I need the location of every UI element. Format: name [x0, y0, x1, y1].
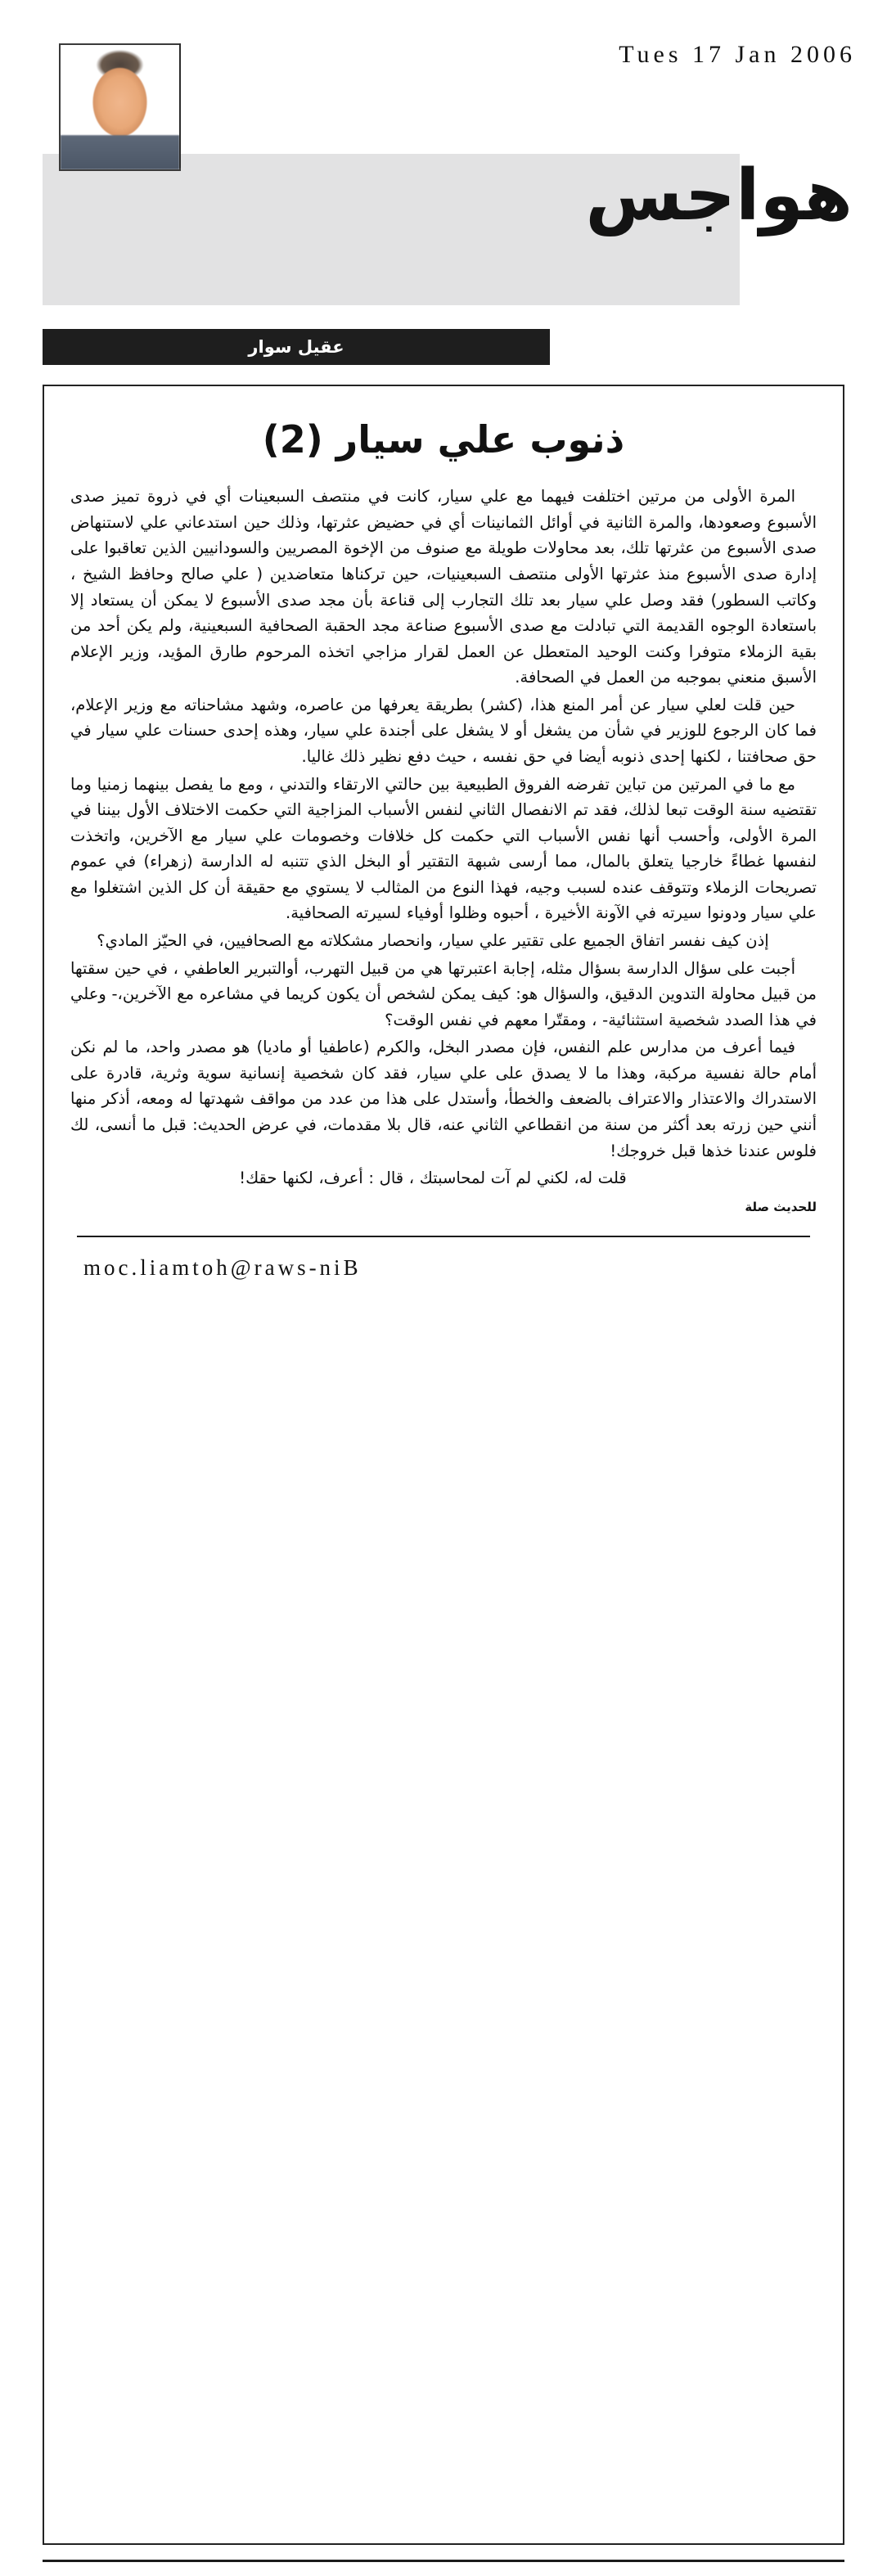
article-paragraph: حين قلت لعلي سيار عن أمر المنع هذا، (كشر) بطريقة يعرفها من عاصره، وشهد مشاحناته مع وزير الإعلام، فما كان الرجوع للوزير في شأن من يشغل أو لا يشغل على أجندة علي سيار، وهذه إحدى حسنات علي سيار في حق صحافتنا ، لكنها إحدى ذنوبه أيضا في حق نفسه ، حيث دفع نظير ذلك غاليا. [70, 695, 817, 766]
byline-bar [43, 329, 550, 365]
article-body [65, 484, 822, 1191]
article-paragraph: أجبت على سؤال الدارسة بسؤال مثله، إجابة اعتبرتها هي من قبيل التهرب، أوالتبرير العاطفي ، في حين سقتها من قبيل محاولة التدوين الدقيق، والسؤال هو: كيف يمكن لشخص أن يكون كريما في مشاعره مع الآخرين،- وعلي في هذا الصدد شخصية استثنائية- ، ومقتّرا معهم في نفس الوقت؟ [70, 958, 817, 1029]
author-name: عقيل سوار [248, 337, 344, 357]
article-paragraph: فيما أعرف من مدارس علم النفس، فإن مصدر البخل، والكرم (عاطفيا أو ماديا) هو مصدر واحد، ما لم نكن أمام حالة نفسية مركبة، وهذا ما لا يصدق على علي سيار، فقد كان شخصية إنسانية سوية وثرية، قادرة على الاستدراك والاعتذار والاعتراف بالضعف والخطأ، وأستدل على هذا من عدد من مواقف شهدتها له ومعه، أذكر منها أنني حين زرته بعد أكثر من سنة من انقطاعي الثاني عنه، قال بلا مقدمات، في عرض الحديث: قبل ما أنسى، لك فلوس عندنا خذها قبل خروجك! [70, 1038, 817, 1160]
continuation-note: للحديث صلة [745, 1199, 817, 1214]
column-title: هواجس [585, 155, 853, 236]
author-email[interactable]: moc.liamtoh@raws-niB [83, 1254, 362, 1280]
author-portrait-photo [59, 43, 181, 171]
photo-divider-rule [179, 43, 181, 168]
masthead [0, 0, 887, 372]
page-footer-rule [43, 2560, 844, 2562]
article-container [43, 385, 844, 2545]
article-paragraph: قلت له، لكني لم آت لمحاسبتك ، قال : أعرف، لكنها حقك! [239, 1169, 627, 1188]
author-portrait-image [61, 45, 179, 169]
article-headline: ذنوب علي سيار (2) [262, 417, 625, 462]
article-paragraph: المرة الأولى من مرتين اختلفت فيهما مع علي سيار، كانت في منتصف السبعينات أي في ذروة تميز صدى الأسبوع وصعودها، والمرة الثانية في أوائل الثمانينات أي في حضيض عثرتها، وذلك حين استدعاني علي لاستنهاض صدى الأسبوع من عثرتها تلك، بعد محاولات طويلة مع صنوف من الإخوة المصريين والسودانيين الذين تعاقبوا على إدارة صدى الأسبوع منذ عثرتها الأولى منتصف السبعينيات، حين تركناها متعاضدين ( علي صالح وحافظ الشيخ ، وكاتب السطور) فقد وصل علي سيار بعد تلك التجارب إلى قناعة بأن مجد صدى الأسبوع لا يمكن أن يستعاد إلا باستعادة الوجوه القديمة التي تبادلت مع صدى الأسبوع صناعة مجد الحقبة الصحافية السبعينية، ولم يكن أحد من بقية الزملاء متوفرا وكنت الوحيد المتعطل عن العمل لقرار مزاجي اتخذه المرحوم طارق المؤيد، وزير الإعلام الأسبق منعني بموجبه من العمل في الصحافة. [70, 487, 817, 687]
article-paragraph: إذن كيف نفسر اتفاق الجميع على تقتير علي سيار، وانحصار مشكلاته مع الصحافيين، في الحيّز المادي؟ [97, 931, 769, 951]
article-paragraph: مع ما في المرتين من تباين تفرضه الفروق الطبيعية بين حالتي الارتقاء والتدني ، ومع ما يفصل بينهما زمنيا وما تقتضيه سنة الوقت تبعا لذلك، فقد تم الانفصال الثاني لنفس الأسباب المزاجية التي حكمت الاختلاف الأول بيننا في المرة الأولى، وأحسب أنها نفس الأسباب التي حكمت كل خلافات وخصومات علي سيار مع الآخرين، واتخذت لنفسها غطاءً خارجيا يتعلق بالمال، مما أرسى شبهة التقتير أو البخل الذي تتنبه له الدارسة (زهراء) في عموم تصريحات الزملاء وتتوقف عنده لسبب وجيه، فهذا النوع من المثالب لا يستوي مع حقيقة أن كل الذين اشتغلوا مع علي سيار ودونوا سيرته في الآونة الأخيرة ، أحبوه وظلوا أوفياء لسيرته الصحافية. [70, 774, 817, 923]
publication-date: Tues 17 Jan 2006 [619, 41, 856, 68]
